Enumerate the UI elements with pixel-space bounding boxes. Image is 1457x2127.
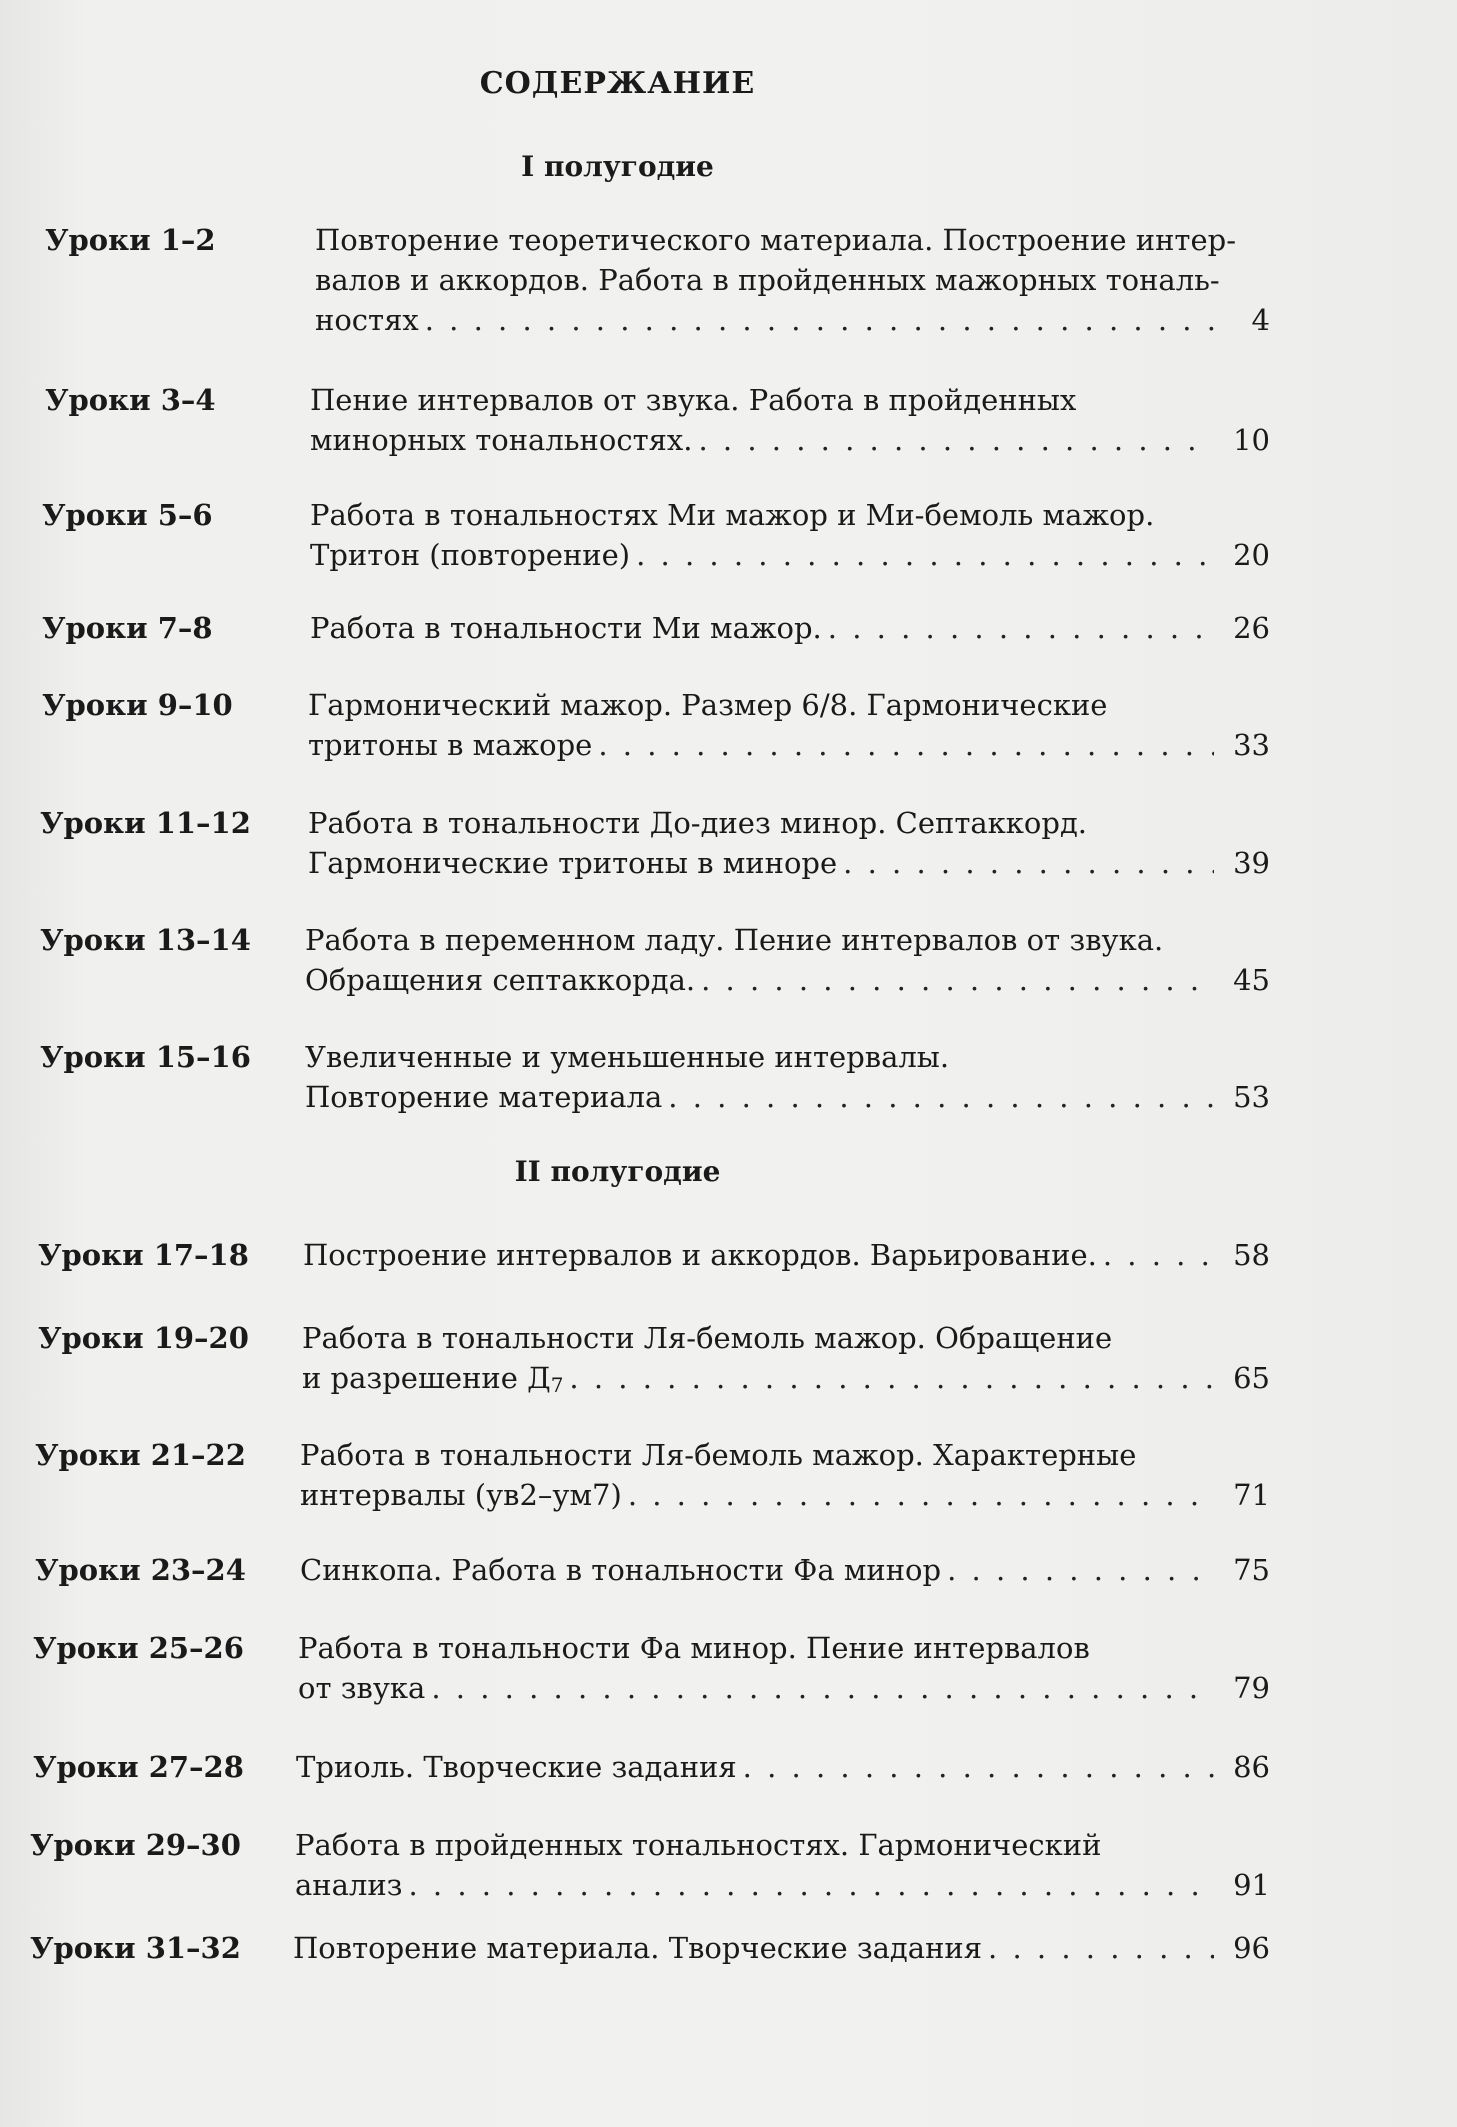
- page-number: 86: [1233, 1750, 1270, 1784]
- section-heading: II полугодие: [514, 1155, 721, 1188]
- page-number: 75: [1233, 1553, 1270, 1587]
- entry-line: Работа в тональностях Ми мажор и Ми-бемоль мажор.: [310, 498, 1155, 532]
- page-number: 79: [1233, 1671, 1270, 1705]
- dot-leader: [668, 1077, 1214, 1117]
- page-number: 65: [1233, 1361, 1270, 1395]
- entry-last-text: [310, 608, 822, 648]
- entry-text: [303, 1235, 1270, 1275]
- entry-text: [310, 380, 1270, 460]
- entry-last-text-main: тритоны в мажоре: [308, 728, 593, 762]
- entry-text: [295, 1825, 1270, 1905]
- dot-leader: [699, 420, 1215, 460]
- dot-leader: [743, 1747, 1214, 1787]
- entry-last-text: [315, 300, 419, 340]
- entry-last-line: [293, 1928, 1270, 1968]
- entry-last-line: [302, 1358, 1270, 1405]
- section-heading: I полугодие: [521, 150, 714, 183]
- lesson-label: Уроки 3–4: [45, 383, 216, 417]
- entry-line: Работа в пройденных тональностях. Гармонический: [295, 1828, 1102, 1862]
- lesson-label: Уроки 15–16: [40, 1040, 251, 1074]
- entry-last-text-main: интервалы (ув2–ум7): [300, 1478, 622, 1512]
- entry-line: Работа в тональности Ля-бемоль мажор. Характерные: [300, 1438, 1137, 1472]
- entry-last-text-main: Повторение материала: [305, 1080, 663, 1114]
- entry-text: [293, 1928, 1270, 1968]
- entry-last-text-main: и разрешение Д: [302, 1361, 551, 1395]
- page-number: 4: [1251, 303, 1270, 337]
- entry-line: Работа в переменном ладу. Пение интервалов от звука.: [305, 923, 1164, 957]
- subscript: 7: [550, 1373, 564, 1397]
- entry-last-text: [302, 1358, 563, 1405]
- lesson-label: Уроки 1–2: [45, 223, 216, 257]
- dot-leader: [988, 1928, 1214, 1968]
- entry-last-line: [310, 608, 1270, 648]
- entry-last-text: [298, 1668, 425, 1708]
- entry-last-line: [300, 1550, 1270, 1590]
- lesson-label: Уроки 29–30: [30, 1828, 241, 1862]
- entry-last-text: [300, 1550, 941, 1590]
- entry-last-text: [308, 843, 837, 883]
- entry-last-text-main: минорных тональностях.: [310, 423, 693, 457]
- entry-line: Гармонический мажор. Размер 6/8. Гармонические: [308, 688, 1108, 722]
- entry-text: [305, 1037, 1270, 1117]
- entry-last-line: [310, 535, 1270, 575]
- entry-last-text-main: Синкопа. Работа в тональности Фа минор: [300, 1553, 942, 1587]
- lesson-label: Уроки 27–28: [33, 1750, 244, 1784]
- lesson-label: Уроки 5–6: [42, 498, 213, 532]
- entry-last-text-main: Работа в тональности Ми мажор.: [310, 611, 822, 645]
- entry-last-text: [303, 1235, 1097, 1275]
- entry-last-text-main: Гармонические тритоны в миноре: [308, 846, 838, 880]
- dot-leader: [408, 1865, 1214, 1905]
- entry-text: [308, 803, 1270, 883]
- entry-last-text: [310, 535, 630, 575]
- entry-last-text-main: Повторение материала. Творческие задания: [293, 1931, 983, 1965]
- entry-last-line: [296, 1747, 1270, 1787]
- entry-last-text: [305, 960, 695, 1000]
- dot-leader: [425, 300, 1214, 340]
- entry-line: валов и аккордов. Работа в пройденных мажорных тональ-: [315, 263, 1220, 297]
- entry-line: Повторение теоретического материала. Построение интер-: [315, 223, 1237, 257]
- entry-text: [300, 1550, 1270, 1590]
- entry-last-text-main: от звука: [298, 1671, 426, 1705]
- page-number: 91: [1233, 1868, 1270, 1902]
- page-number: 71: [1233, 1478, 1270, 1512]
- entry-last-text: [300, 1475, 622, 1515]
- entry-last-text-main: Тритон (повторение): [310, 538, 631, 572]
- lesson-label: Уроки 21–22: [35, 1438, 246, 1472]
- page-number: 58: [1233, 1238, 1270, 1272]
- entry-last-text-main: ностях: [315, 303, 419, 337]
- entry-last-line: [315, 300, 1270, 340]
- dot-leader: [431, 1668, 1214, 1708]
- entry-last-text: [293, 1928, 982, 1968]
- entry-last-line: [303, 1235, 1270, 1275]
- lesson-label: Уроки 7–8: [42, 611, 213, 645]
- page-title: СОДЕРЖАНИЕ: [479, 66, 756, 101]
- lesson-label: Уроки 31–32: [30, 1931, 241, 1965]
- dot-leader: [843, 843, 1214, 883]
- entry-line: Работа в тональности Ля-бемоль мажор. Обращение: [302, 1321, 1113, 1355]
- entry-text: [315, 220, 1270, 340]
- entry-last-line: [305, 1077, 1270, 1117]
- entry-line: Работа в тональности До-диез минор. Септаккорд.: [308, 806, 1088, 840]
- page-number: 96: [1233, 1931, 1270, 1965]
- lesson-label: Уроки 11–12: [40, 806, 251, 840]
- entry-last-text-main: Триоль. Творческие задания: [296, 1750, 737, 1784]
- entry-last-text: [305, 1077, 662, 1117]
- entry-last-text-main: Построение интервалов и аккордов. Варьирование.: [303, 1238, 1097, 1272]
- lesson-label: Уроки 25–26: [33, 1631, 244, 1665]
- entry-line: Пение интервалов от звука. Работа в пройденных: [310, 383, 1077, 417]
- entry-last-text: [295, 1865, 402, 1905]
- entry-last-line: [295, 1865, 1270, 1905]
- entry-last-text-main: Обращения септаккорда.: [305, 963, 696, 997]
- entry-text: [302, 1318, 1270, 1405]
- page-number: 10: [1233, 423, 1270, 457]
- entry-last-line: [310, 420, 1270, 460]
- entry-text: [308, 685, 1270, 765]
- dot-leader: [598, 725, 1214, 765]
- entry-last-line: [308, 843, 1270, 883]
- entry-last-line: [305, 960, 1270, 1000]
- dot-leader: [828, 608, 1214, 648]
- dot-leader: [701, 960, 1214, 1000]
- entry-last-text: [310, 420, 693, 460]
- entry-line: Работа в тональности Фа минор. Пение интервалов: [298, 1631, 1090, 1665]
- page-number: 26: [1233, 611, 1270, 645]
- page-number: 45: [1233, 963, 1270, 997]
- entry-text: [310, 608, 1270, 648]
- dot-leader: [628, 1475, 1214, 1515]
- page-number: 39: [1233, 846, 1270, 880]
- page-number: 33: [1233, 728, 1270, 762]
- entry-text: [298, 1628, 1270, 1708]
- entry-last-line: [298, 1668, 1270, 1708]
- entry-text: [296, 1747, 1270, 1787]
- entry-last-text: [308, 725, 592, 765]
- page-number: 20: [1233, 538, 1270, 572]
- lesson-label: Уроки 17–18: [38, 1238, 249, 1272]
- lesson-label: Уроки 13–14: [40, 923, 251, 957]
- lesson-label: Уроки 9–10: [42, 688, 233, 722]
- lesson-label: Уроки 19–20: [38, 1321, 249, 1355]
- dot-leader: [947, 1550, 1214, 1590]
- entry-text: [310, 495, 1270, 575]
- dot-leader: [636, 535, 1214, 575]
- dot-leader: [569, 1358, 1214, 1398]
- entry-last-text-main: анализ: [295, 1868, 403, 1902]
- entry-last-line: [300, 1475, 1270, 1515]
- entry-line: Увеличенные и уменьшенные интервалы.: [305, 1040, 950, 1074]
- entry-text: [300, 1435, 1270, 1515]
- entry-last-line: [308, 725, 1270, 765]
- dot-leader: [1103, 1235, 1214, 1275]
- lesson-label: Уроки 23–24: [35, 1553, 246, 1587]
- entry-text: [305, 920, 1270, 1000]
- entry-last-text: [296, 1747, 737, 1787]
- page-number: 53: [1233, 1080, 1270, 1114]
